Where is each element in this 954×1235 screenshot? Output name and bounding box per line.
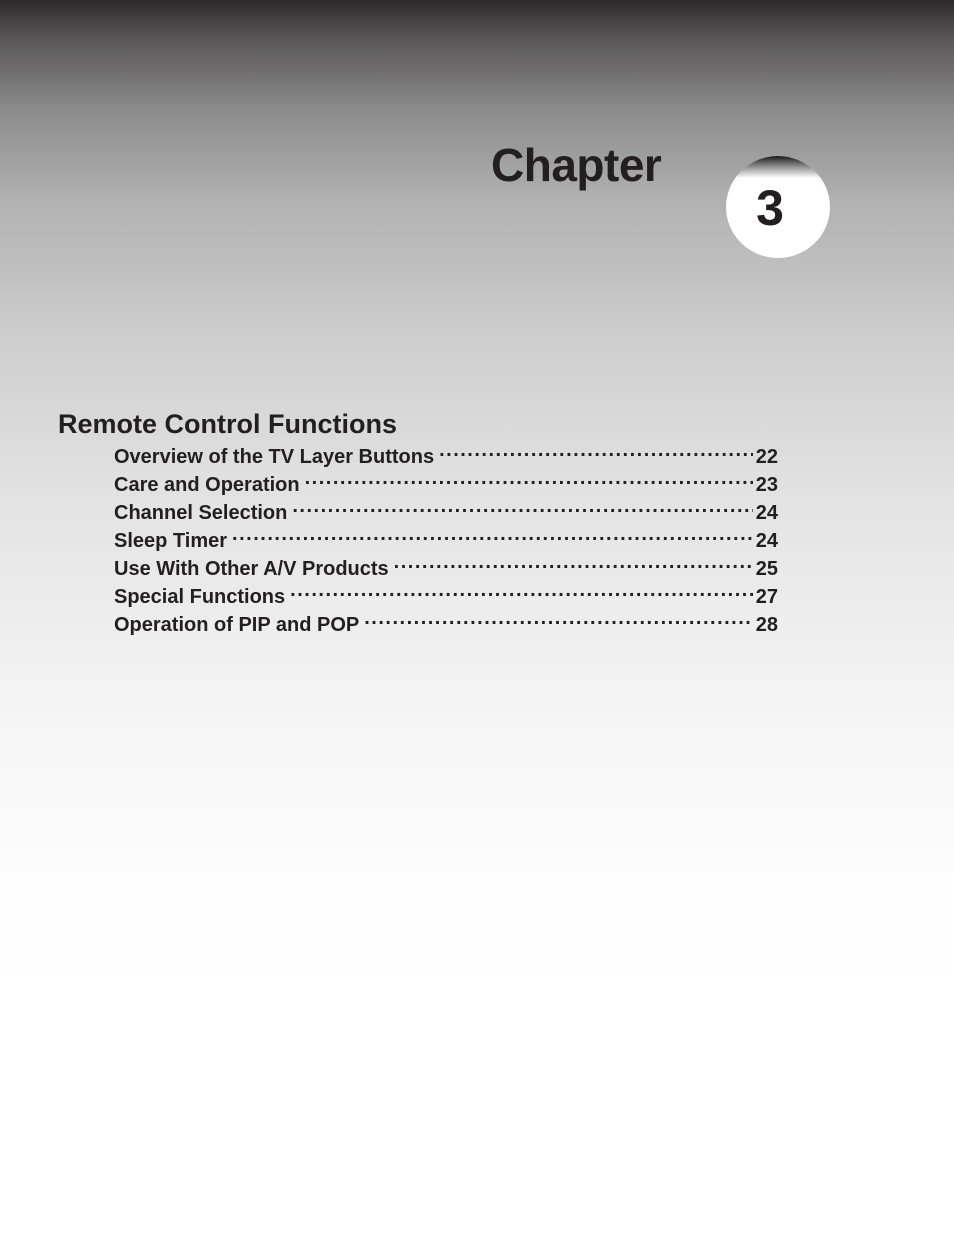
toc-entry-label: Sleep Timer bbox=[114, 530, 228, 552]
toc-entry-label: Use With Other A/V Products bbox=[114, 558, 389, 580]
toc-entry-label: Channel Selection bbox=[114, 502, 288, 524]
toc-dot-leader bbox=[290, 583, 753, 603]
toc-page-number: 23 bbox=[755, 474, 778, 496]
toc-entry-channel[interactable] bbox=[114, 499, 778, 527]
chapter-number-badge bbox=[726, 156, 830, 258]
toc-dot-leader bbox=[394, 555, 753, 575]
toc-entry-label: Care and Operation bbox=[114, 474, 300, 496]
toc-page-number: 22 bbox=[755, 446, 778, 468]
toc-dot-leader bbox=[364, 611, 753, 631]
toc-entry-sleep[interactable] bbox=[114, 527, 778, 555]
toc-dot-leader bbox=[439, 443, 753, 463]
toc-entry-overview[interactable] bbox=[114, 443, 778, 471]
toc-entry-av-products[interactable] bbox=[114, 555, 778, 583]
toc-page-number: 28 bbox=[755, 614, 778, 636]
chapter-heading: Chapter bbox=[491, 139, 662, 191]
toc-page-number: 24 bbox=[755, 530, 778, 552]
toc-entry-special[interactable] bbox=[114, 583, 778, 611]
toc-entry-label: Operation of PIP and POP bbox=[114, 614, 360, 636]
section-title: Remote Control Functions bbox=[58, 409, 397, 439]
toc-page-number: 25 bbox=[755, 558, 778, 580]
toc-entry-label: Special Functions bbox=[114, 586, 286, 608]
toc-page-number: 24 bbox=[755, 502, 778, 524]
toc-dot-leader bbox=[305, 471, 753, 491]
toc-entry-pip-pop[interactable] bbox=[114, 611, 778, 639]
toc-dot-leader bbox=[292, 499, 752, 519]
toc-page-number: 27 bbox=[755, 586, 778, 608]
toc-entry-care[interactable] bbox=[114, 471, 778, 499]
toc-entry-label: Overview of the TV Layer Buttons bbox=[114, 446, 435, 468]
chapter-number: 3 bbox=[756, 180, 784, 236]
toc-dot-leader bbox=[232, 527, 753, 547]
table-of-contents bbox=[114, 443, 778, 639]
